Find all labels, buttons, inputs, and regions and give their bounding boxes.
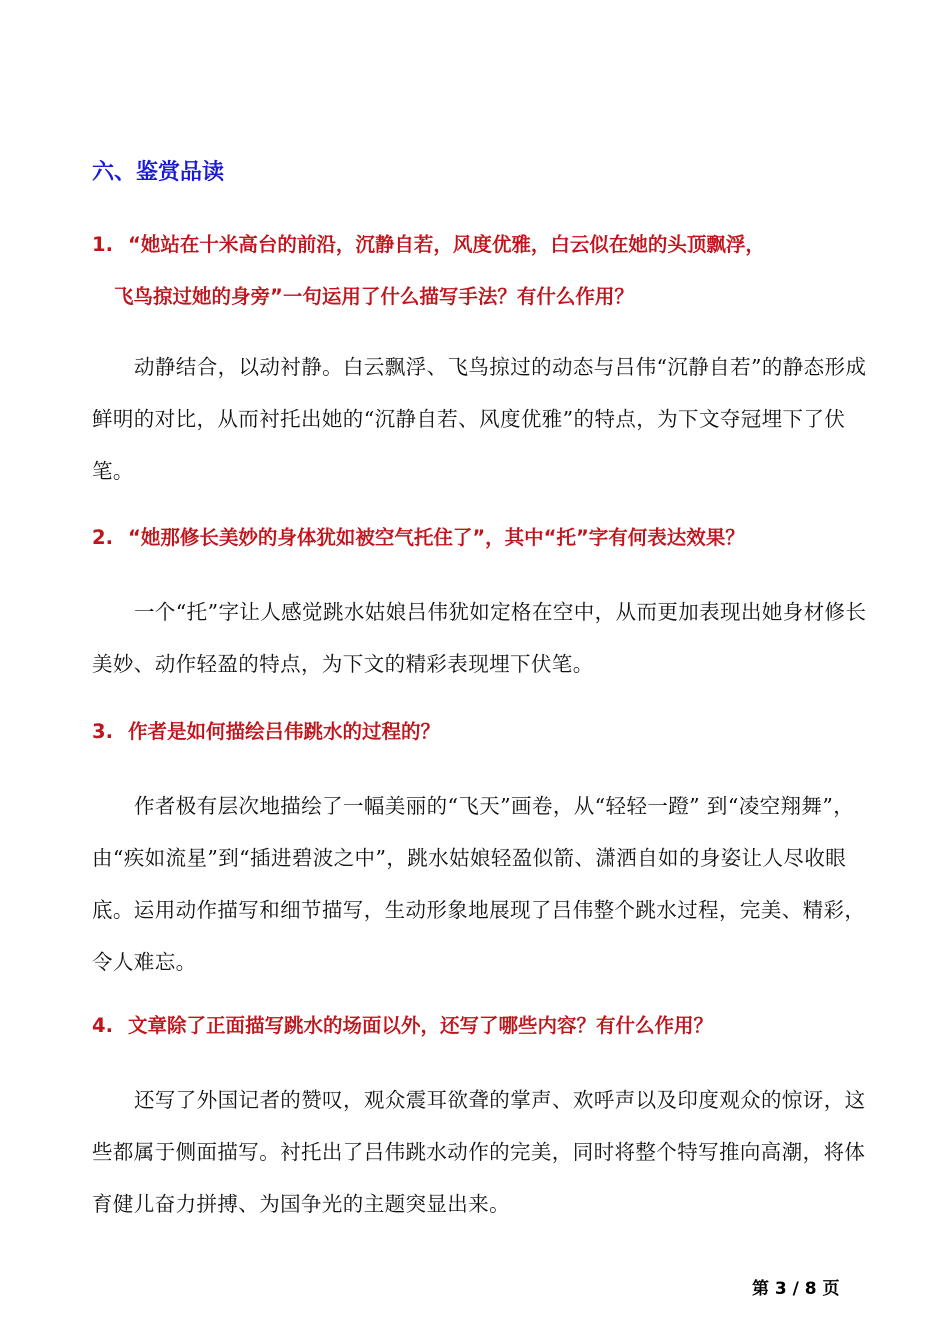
question-number: 2. bbox=[92, 526, 113, 549]
answer-4: 还写了外国记者的赞叹，观众震耳欲聋的掌声、欢呼声以及印度观众的惊讶，这些都属于侧面描写。衬托出了吕伟跳水动作的完美，同时将整个特写推向高潮，将体育健儿奋力拼搏、为国争光的主题突显出来。 bbox=[92, 1088, 866, 1216]
question-number: 4. bbox=[92, 1014, 113, 1037]
answer-1: 动静结合，以动衬静。白云飘浮、飞鸟掠过的动态与吕伟“沉静自若”的静态形成鲜明的对比，从而衬托出她的“沉静自若、风度优雅”的特点，为下文夺冠埋下了伏笔。 bbox=[92, 355, 867, 483]
question-1 bbox=[92, 219, 872, 323]
question-text-line1: 作者是如何描绘吕伟跳水的过程的？ bbox=[128, 720, 441, 743]
answer-2: 一个“托”字让人感觉跳水姑娘吕伟犹如定格在空中，从而更加表现出她身材修长美妙、动作轻盈的特点，为下文的精彩表现埋下伏笔。 bbox=[92, 600, 867, 676]
question-number: 1. bbox=[92, 233, 113, 256]
question-3 bbox=[92, 706, 872, 758]
question-text-line2: 飞鸟掠过她的身旁”一句运用了什么描写手法？有什么作用？ bbox=[114, 285, 634, 308]
answer-3: 作者极有层次地描绘了一幅美丽的“飞天”画卷，从“轻轻一蹬” 到“凌空翔舞”，由“疾如流星”到“插进碧波之中”，跳水姑娘轻盈似箭、潇洒自如的身姿让人尽收眼底。运用动作描写和细节描写，生动形象地展现了吕伟整个跳水过程，完美、精彩，令人难忘。 bbox=[92, 794, 866, 974]
question-text-line1: 文章除了正面描写跳水的场面以外，还写了哪些内容？有什么作用？ bbox=[128, 1014, 714, 1037]
page-number: 第 3 / 8 页 bbox=[752, 1279, 840, 1299]
question-text-line1: “她站在十米高台的前沿，沉静自若，风度优雅，白云似在她的头顶飘浮， bbox=[128, 233, 765, 256]
question-4 bbox=[92, 1000, 872, 1052]
question-2 bbox=[92, 512, 872, 564]
section-title: 六、鉴赏品读 bbox=[92, 160, 225, 185]
question-text-line1: “她那修长美妙的身体犹如被空气托住了”，其中“托”字有何表达效果？ bbox=[128, 526, 745, 549]
question-number: 3. bbox=[92, 720, 113, 743]
